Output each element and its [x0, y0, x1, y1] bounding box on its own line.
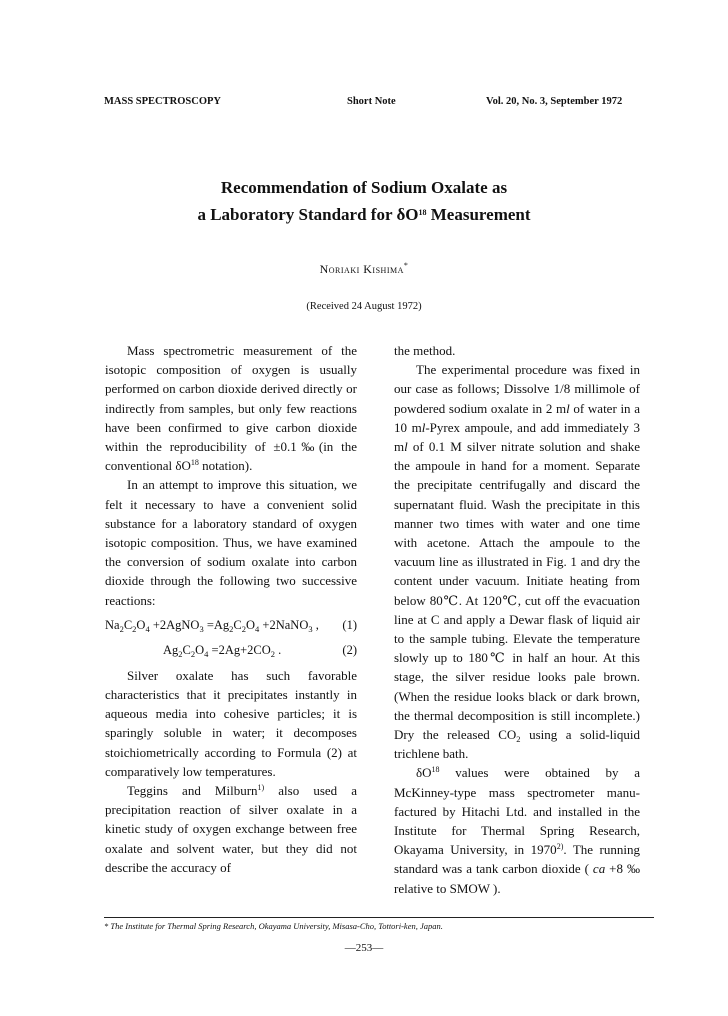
- paragraph-silver-oxalate: Silver oxalate has such favorable characteristics that it precipitates instantly in aqueous media into cohesive particles; it is sparingly soluble in water; it decomposes stoichiometrically according to Formula (2) at comparatively low temperatures.: [105, 667, 357, 779]
- author-name: Noriaki Kishima*: [319, 261, 409, 276]
- article-type: Short Note: [347, 96, 396, 107]
- paragraph-teggins: Teggins and Milburn$^{1)}$ also used a precipitation reaction of silver oxalate in a kinetic study of oxygen exchange between free oxalate and solvent water, but they did not describe the accuracy of: [105, 783, 357, 875]
- footnote-divider: [104, 917, 654, 918]
- paragraph-method-end: the method.: [394, 343, 456, 358]
- paragraph-intro: Mass spectrometric measurement of the isotopic composition of oxygen is usually performed on carbon dioxide derived directly or indirectly from samples, but only few reactions have been confirmed to give carbon dioxide within the reproducibility of ±0.1‰(in the conventional $\delta O^{18}$ notation).: [105, 343, 357, 474]
- paragraph-procedure: The experimental procedure was fixed in our case as follows; Dissolve 1/8 millimole of powdered sodium oxalate in 2 ml of water in a 10 ml-Pyrex ampoule, and add immediately 3 ml of 0.1 M silver nitrate solution and shake the ampoule in hand for a moment. Separate the precipitate centrifugally and discard the supernatant fluid. Wash the precipitate in this manner two times with water and one time with acetone. Attach the ampoule to the vacuum line as illustrated in Fig. 1 and dry the content under vacuum. Initiate heating from below 80℃. At 120℃, cut off the evacuation line at C and apply a Dewar flask of liquid air to the sample tubing. Elevate the temperature slowly up to 180℃ in half an hour. At this stage, the silver residue looks pale brown. (When the residue looks black or dark brown, the thermal decomposition is still incomplete.) Dry the released $CO_2$ using a solid-liquid trichlene bath.: [394, 362, 640, 762]
- received-date: (Received 24 August 1972): [306, 301, 422, 312]
- equation-2: $Ag_2C_2O_4 =2Ag+2CO_2$ . (2): [163, 642, 357, 659]
- paragraph-attempt: In an attempt to improve this situation, we felt it necessary to have a convenient solid substance for a laboratory standard of oxygen isotopic composition. Thus, we have examined the conversion of sodium oxalate into carbon dioxide through the following two successive reactions:: [105, 477, 357, 608]
- volume-info: Vol. 20, No. 3, September 1972: [486, 96, 623, 107]
- title-line-1: Recommendation of Sodium Oxalate as: [220, 178, 508, 197]
- right-column: [394, 341, 640, 898]
- left-column: [105, 341, 357, 877]
- title-line-2: a Laboratory Standard for $\delta O^{18}$ Measurement: [197, 205, 531, 224]
- paragraph-values: $\delta O^{18}$ values were obtained by a McKinney-type mass spectrometer manufactured by Hitachi Ltd. and installed in the Institute for Thermal Spring Research, Okayama University, in 1970$^{2)}$. The running standard was a tank carbon dioxide ( ca +8 ‰ relative to SMOW ).: [394, 765, 641, 896]
- equation-1: $Na_2C_2O_4$ +2AgNO$_3$ $=Ag_2C_2O_4$ +2NaNO$_3$ , (1): [105, 617, 357, 634]
- page-number: —253—: [344, 942, 384, 954]
- author-affiliation-footnote: * The Institute for Thermal Spring Research, Okayama University, Misasa-Cho, Tottori-ken, Japan.: [104, 921, 443, 931]
- journal-name: MASS SPECTROSCOPY: [104, 96, 221, 107]
